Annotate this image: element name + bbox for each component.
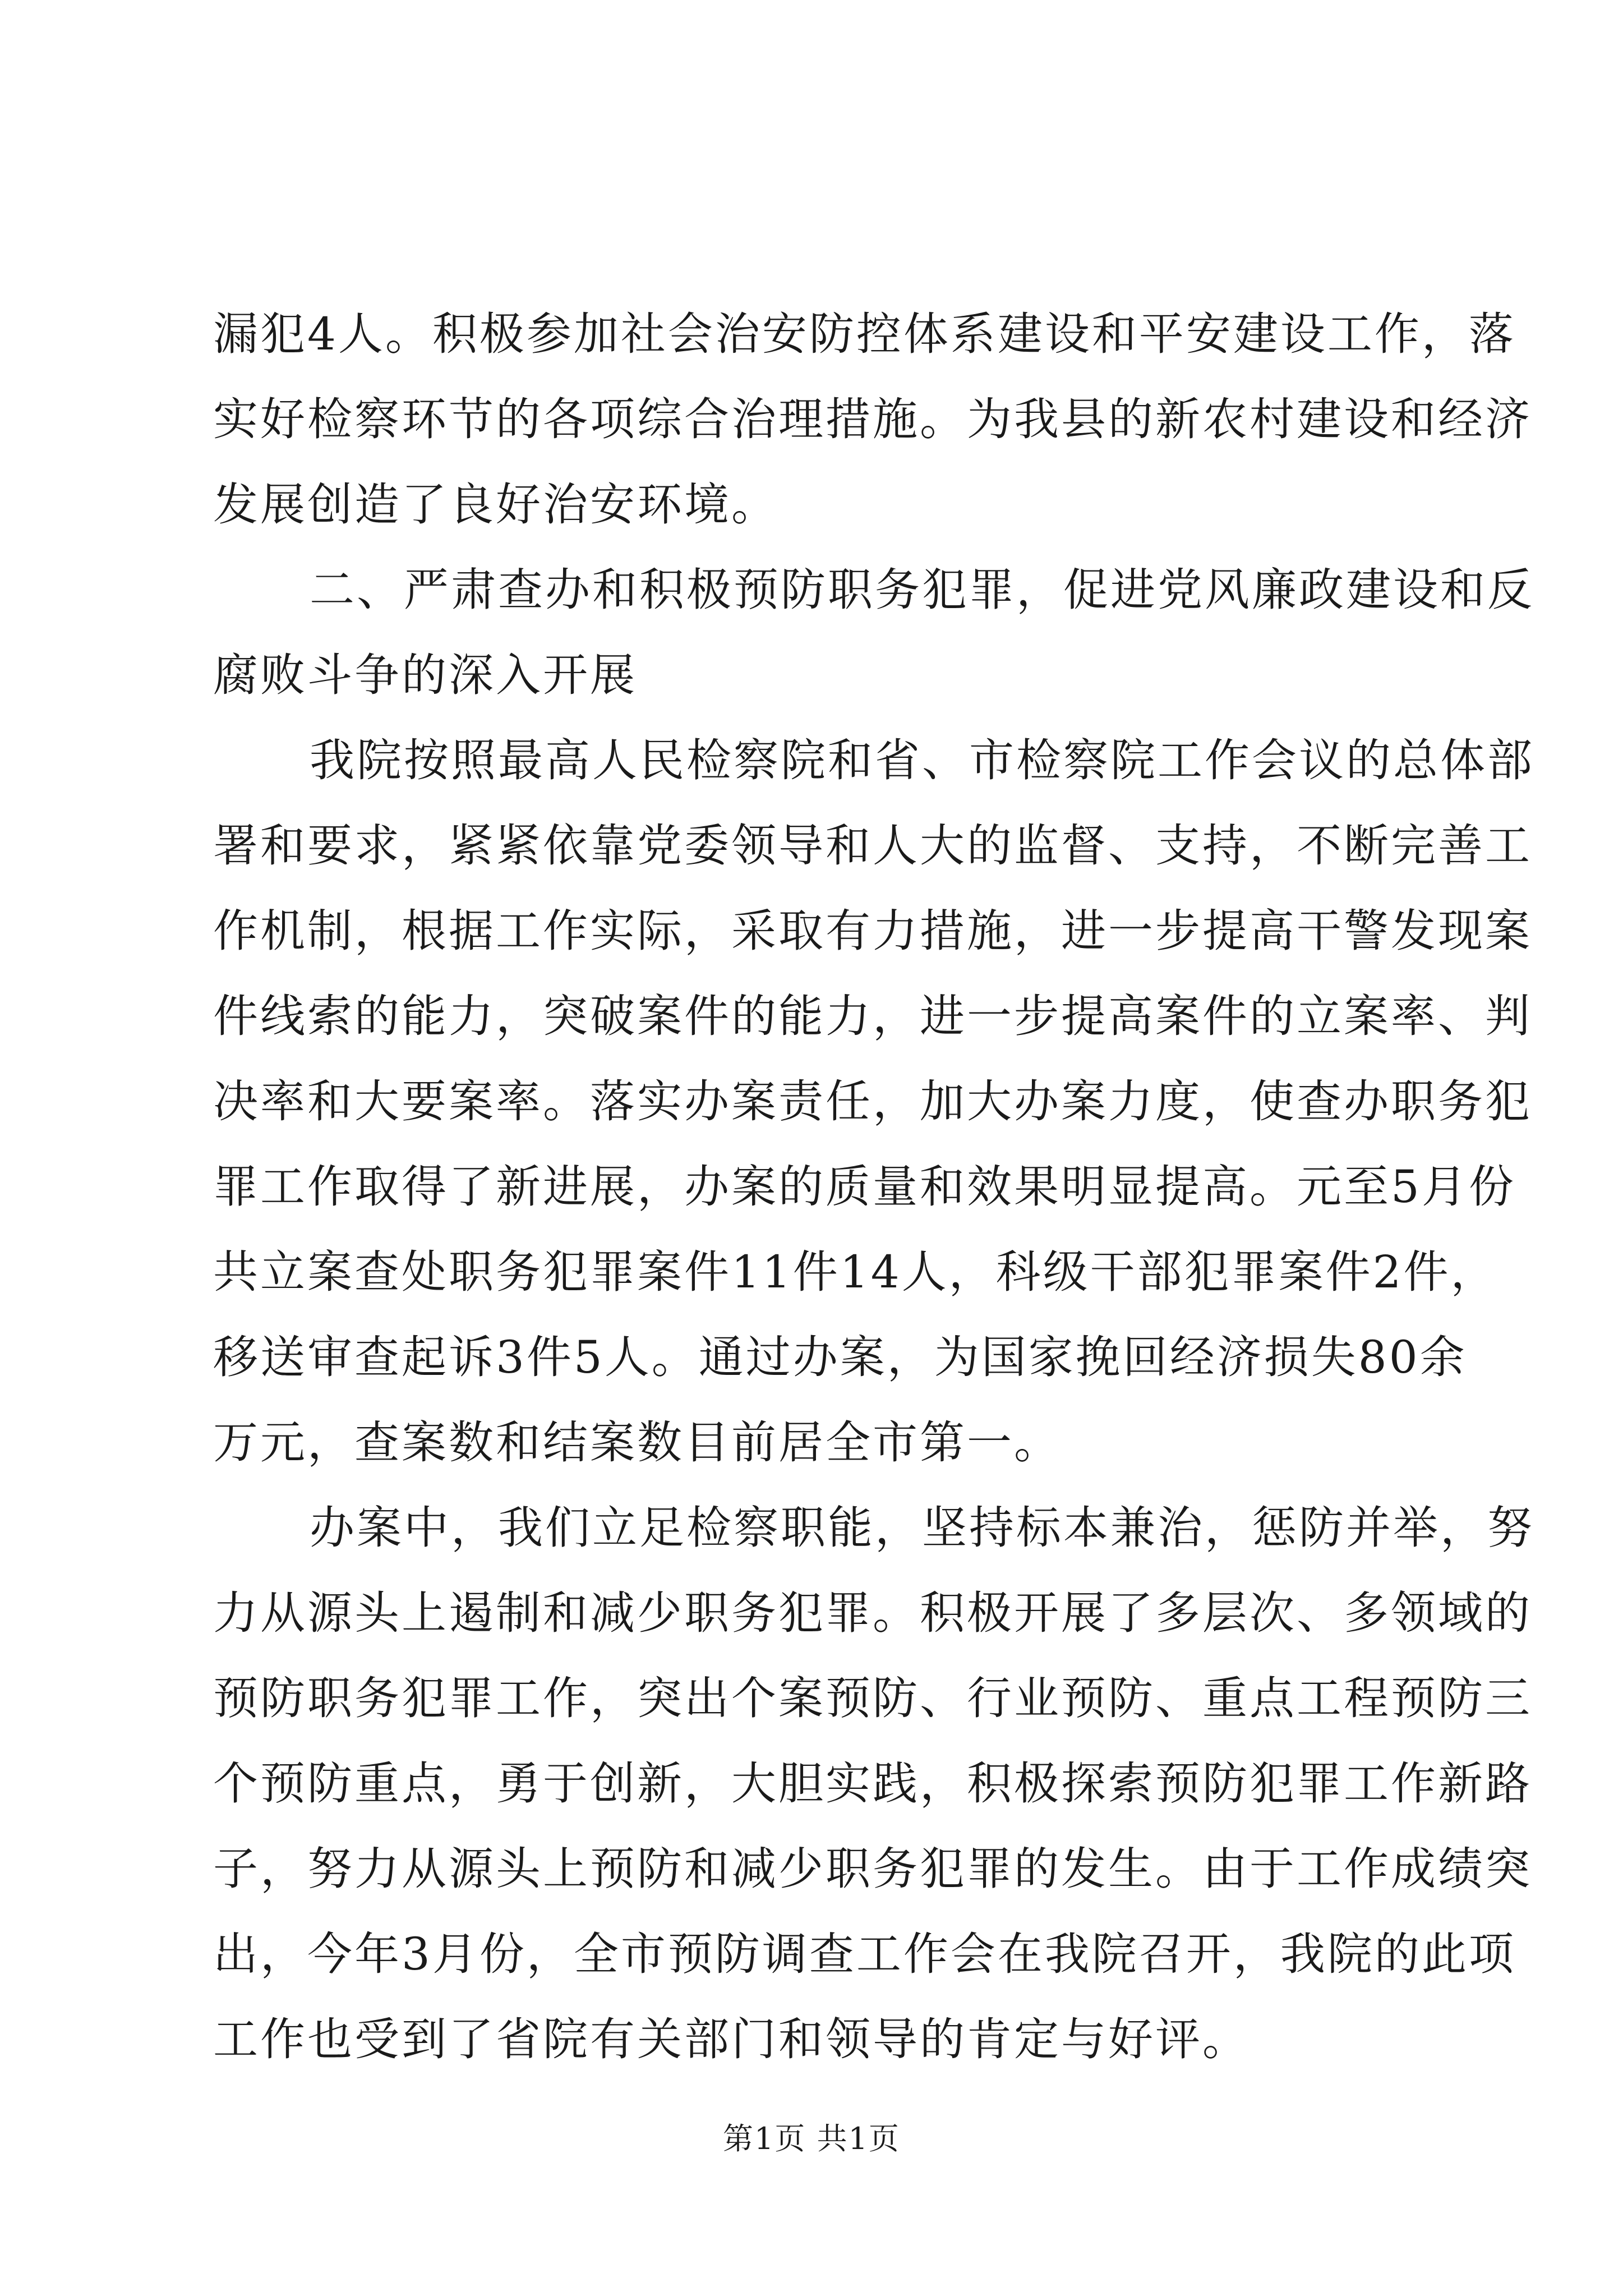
text-line: 发展创造了良好治安环境。 — [213, 478, 778, 531]
text-line: 腐败斗争的深入开展 — [213, 649, 637, 701]
section-heading-2 — [213, 547, 1534, 718]
text-line: 万元，查案数和结案数目前居全市第一。 — [213, 1416, 1061, 1469]
paragraph-1 — [213, 292, 1532, 547]
paragraph-4 — [213, 1485, 1534, 2082]
text-line: 预防职务犯罪工作，突出个案预防、行业预防、重点工程预防三 — [213, 1672, 1532, 1724]
page-number-footer: 第1页 共1页 — [723, 2121, 900, 2156]
text-line: 二、严肃查办和积极预防职务犯罪，促进党风廉政建设和反 — [310, 564, 1534, 616]
text-line: 漏犯4人。积极参加社会治安防控体系建设和平安建设工作，落 — [213, 308, 1516, 360]
paragraph-3 — [213, 718, 1534, 1485]
text-line: 件线索的能力，突破案件的能力，进一步提高案件的立案率、判 — [213, 990, 1532, 1042]
text-line: 力从源头上遏制和减少职务犯罪。积极开展了多层次、多领域的 — [213, 1587, 1532, 1639]
text-line: 子，努力从源头上预防和减少职务犯罪的发生。由于工作成绩突 — [213, 1843, 1532, 1895]
text-line: 个预防重点，勇于创新，大胆实践，积极探索预防犯罪工作新路 — [213, 1757, 1532, 1810]
text-line: 罪工作取得了新进展，办案的质量和效果明显提高。元至5月份 — [213, 1161, 1516, 1213]
text-line: 实好检察环节的各项综合治理措施。为我县的新农村建设和经济 — [213, 393, 1532, 445]
text-line: 工作也受到了省院有关部门和领导的肯定与好评。 — [213, 2013, 1249, 2065]
text-line: 出，今年3月份，全市预防调查工作会在我院召开，我院的此项 — [213, 1928, 1516, 1980]
text-line: 移送审查起诉3件5人。通过办案，为国家挽回经济损失80余 — [213, 1331, 1467, 1383]
text-line: 决率和大要案率。落实办案责任，加大办案力度，使查办职务犯 — [213, 1075, 1532, 1128]
text-line: 署和要求，紧紧依靠党委领导和人大的监督、支持，不断完善工 — [213, 820, 1532, 872]
document-body — [213, 292, 1534, 2082]
text-line: 作机制，根据工作实际，采取有力措施，进一步提高干警发现案 — [213, 905, 1532, 957]
text-line: 我院按照最高人民检察院和省、市检察院工作会议的总体部 — [310, 734, 1534, 786]
text-line: 共立案查处职务犯罪案件11件14人，科级干部犯罪案件2件， — [213, 1246, 1498, 1298]
text-line: 办案中，我们立足检察职能，坚持标本兼治，惩防并举，努 — [310, 1502, 1534, 1554]
